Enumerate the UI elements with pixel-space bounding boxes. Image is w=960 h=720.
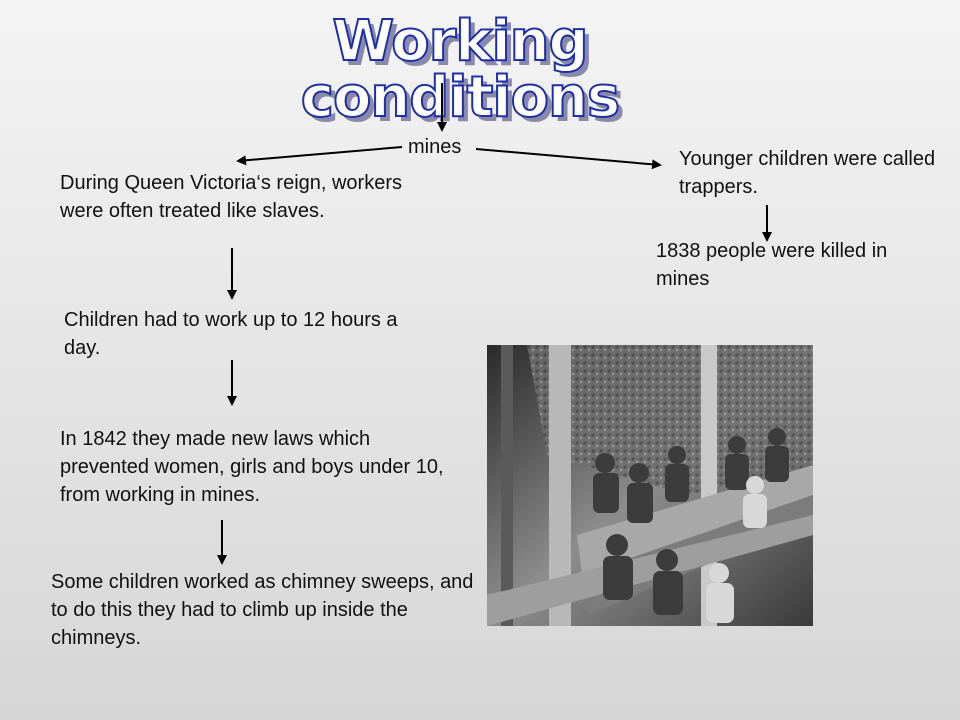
node-younger-children: Younger children were called trappers. bbox=[679, 148, 936, 198]
node-chimney-sweeps: Some children worked as chimney sweeps, and to do this they had to climb up inside the chimneys. bbox=[51, 571, 474, 649]
node-work-hours: Children had to work up to 12 hours a day. bbox=[64, 309, 398, 359]
arrow-mines-to-younger bbox=[476, 149, 660, 165]
node-queen-victoria: During Queen Victoria‘s reign, workers were often treated like slaves. bbox=[60, 172, 403, 222]
node-mines: mines bbox=[408, 136, 462, 158]
mine-workers-photo bbox=[487, 345, 813, 626]
arrow-mines-to-queen bbox=[238, 147, 402, 161]
node-new-laws: In 1842 they made new laws which prevented women, girls and boys under 10, from working in mines. bbox=[60, 428, 444, 506]
page-title: Working conditions bbox=[300, 9, 620, 130]
node-people-killed: 1838 people were killed in mines bbox=[656, 240, 888, 290]
